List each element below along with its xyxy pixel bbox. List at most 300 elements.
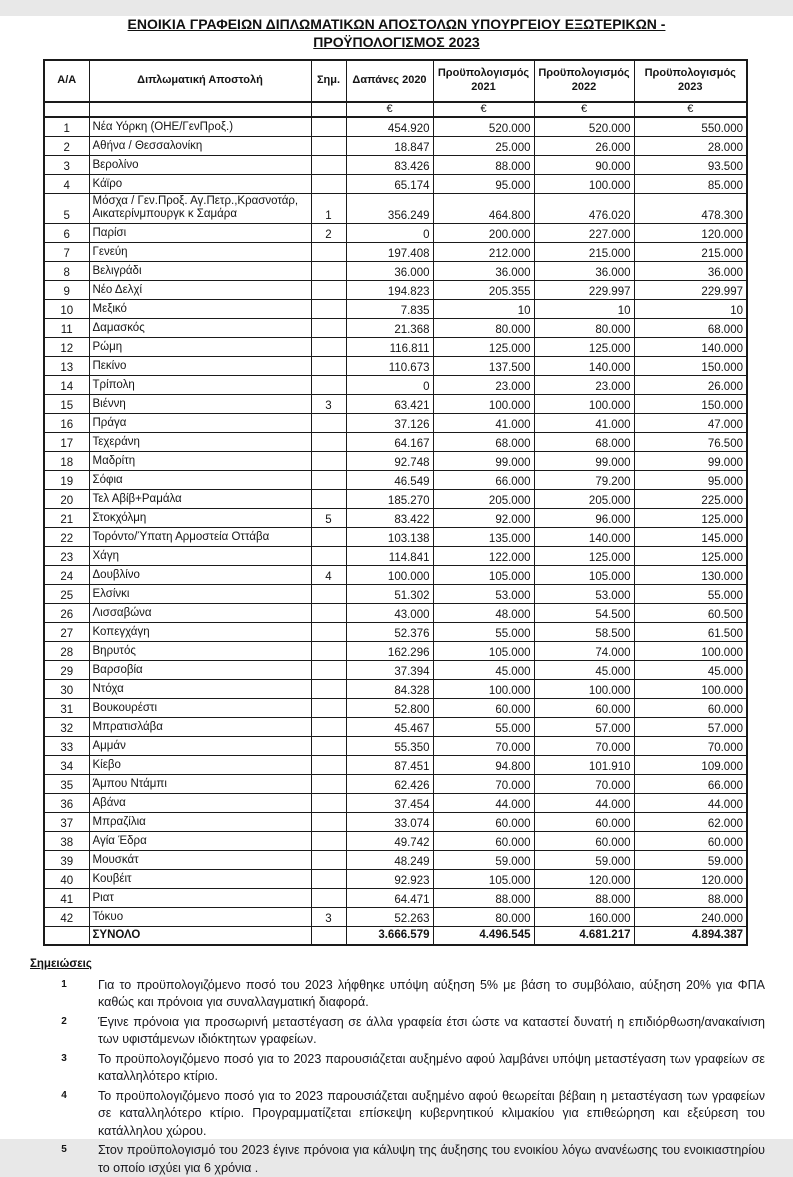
cell-expenses-2020: 103.138 — [346, 527, 433, 546]
cell-expenses-2020: 37.394 — [346, 660, 433, 679]
table-row — [44, 470, 747, 489]
cell-note — [311, 375, 346, 394]
cell-expenses-2020: 52.376 — [346, 622, 433, 641]
table-row — [44, 812, 747, 831]
cell-budget-2022: 60.000 — [534, 698, 634, 717]
cell-budget-2023: 61.500 — [634, 622, 747, 641]
cell-expenses-2020: 46.549 — [346, 470, 433, 489]
footnote-item — [30, 977, 765, 1012]
footnote-number: 2 — [61, 1015, 67, 1027]
cell-aa: 23 — [44, 546, 89, 565]
cell-note — [311, 261, 346, 280]
cell-budget-2021: 122.000 — [433, 546, 534, 565]
cell-budget-2021: 464.800 — [433, 193, 534, 223]
cell-budget-2023: 125.000 — [634, 546, 747, 565]
table-row — [44, 717, 747, 736]
cell-budget-2022: 59.000 — [534, 850, 634, 869]
cell-note — [311, 413, 346, 432]
cell-note: 3 — [311, 907, 346, 926]
cell-budget-2022: 90.000 — [534, 155, 634, 174]
cell-mission: Κουβέιτ — [89, 869, 311, 888]
cell-expenses-2020: 194.823 — [346, 280, 433, 299]
cell-budget-2022: 60.000 — [534, 831, 634, 850]
cell-aa: 2 — [44, 136, 89, 155]
table-row — [44, 223, 747, 242]
cell-budget-2021: 88.000 — [433, 888, 534, 907]
cell-budget-2022: 125.000 — [534, 546, 634, 565]
cell-budget-2022: 227.000 — [534, 223, 634, 242]
cell-expenses-2020: 63.421 — [346, 394, 433, 413]
cell-note: 4 — [311, 565, 346, 584]
cell-note — [311, 470, 346, 489]
cell-mission: Βηρυτός — [89, 641, 311, 660]
cell-aa: 17 — [44, 432, 89, 451]
cell-mission: Βαρσοβία — [89, 660, 311, 679]
cell-budget-2022: 80.000 — [534, 318, 634, 337]
cell-note — [311, 318, 346, 337]
cell-budget-2023: 45.000 — [634, 660, 747, 679]
cell-budget-2023: 95.000 — [634, 470, 747, 489]
cell-budget-2021: 80.000 — [433, 907, 534, 926]
cell-mission: Ντόχα — [89, 679, 311, 698]
cell-budget-2022: 120.000 — [534, 869, 634, 888]
cell-aa: 31 — [44, 698, 89, 717]
table-row — [44, 242, 747, 261]
cell-mission: Ρώμη — [89, 337, 311, 356]
cell-note — [311, 174, 346, 193]
cell-expenses-2020: 185.270 — [346, 489, 433, 508]
cell-expenses-2020: 52.800 — [346, 698, 433, 717]
cell-aa: 4 — [44, 174, 89, 193]
cell-mission: Άμπου Ντάμπι — [89, 774, 311, 793]
cell-aa: 28 — [44, 641, 89, 660]
cell-budget-2023: 229.997 — [634, 280, 747, 299]
cell-mission: Παρίσι — [89, 223, 311, 242]
cell-budget-2023: 120.000 — [634, 223, 747, 242]
cell-aa: 40 — [44, 869, 89, 888]
cell-budget-2022: 57.000 — [534, 717, 634, 736]
cell-budget-2023: 215.000 — [634, 242, 747, 261]
table-row — [44, 508, 747, 527]
table-row — [44, 413, 747, 432]
footnote-text: Έγινε πρόνοια για προσωρινή μεταστέγαση σε άλλα γραφεία έτσι ώστε να καταστεί δυνατή η επιδιόρθωση/ανακαίνιση των υφιστάμενων ιδιόκτητων γραφείων. — [98, 1014, 765, 1047]
cell-expenses-2020: 92.923 — [346, 869, 433, 888]
cell-expenses-2020: 92.748 — [346, 451, 433, 470]
cell-expenses-2020: 356.249 — [346, 193, 433, 223]
cell-mission: Μουσκάτ — [89, 850, 311, 869]
cell-aa: 5 — [44, 193, 89, 223]
page-title — [40, 16, 753, 52]
cell-budget-2023: 225.000 — [634, 489, 747, 508]
table-row — [44, 793, 747, 812]
cell-note — [311, 888, 346, 907]
cell-mission: Βερολίνο — [89, 155, 311, 174]
header-2020: Δαπάνες 2020 — [346, 60, 433, 102]
table-row — [44, 907, 747, 926]
cell-budget-2023: 60.000 — [634, 831, 747, 850]
footnote-number: 4 — [61, 1089, 67, 1101]
cell-budget-2022: 88.000 — [534, 888, 634, 907]
cell-budget-2023: 109.000 — [634, 755, 747, 774]
table-row — [44, 565, 747, 584]
table-row — [44, 774, 747, 793]
cell-budget-2022: 101.910 — [534, 755, 634, 774]
currency-cell — [44, 102, 89, 117]
cell-budget-2022: 45.000 — [534, 660, 634, 679]
cell-budget-2021: 70.000 — [433, 736, 534, 755]
cell-aa: 15 — [44, 394, 89, 413]
cell-expenses-2020: 0 — [346, 375, 433, 394]
cell-budget-2021: 80.000 — [433, 318, 534, 337]
cell-budget-2021: 45.000 — [433, 660, 534, 679]
cell-budget-2023: 93.500 — [634, 155, 747, 174]
cell-budget-2023: 140.000 — [634, 337, 747, 356]
cell-budget-2022: 99.000 — [534, 451, 634, 470]
cell-budget-2021: 66.000 — [433, 470, 534, 489]
footnote-item — [30, 1142, 765, 1177]
cell-budget-2022: 100.000 — [534, 174, 634, 193]
cell-budget-2022: 100.000 — [534, 679, 634, 698]
table-row — [44, 489, 747, 508]
cell-expenses-2020: 21.368 — [346, 318, 433, 337]
cell-budget-2023: 44.000 — [634, 793, 747, 812]
cell-budget-2023: 10 — [634, 299, 747, 318]
cell-budget-2021: 53.000 — [433, 584, 534, 603]
cell-budget-2021: 44.000 — [433, 793, 534, 812]
cell-budget-2022: 140.000 — [534, 356, 634, 375]
cell-expenses-2020: 37.454 — [346, 793, 433, 812]
table-row — [44, 394, 747, 413]
cell-note: 3 — [311, 394, 346, 413]
header-note: Σημ. — [311, 60, 346, 102]
cell-budget-2022: 41.000 — [534, 413, 634, 432]
cell-budget-2021: 10 — [433, 299, 534, 318]
cell-budget-2021: 520.000 — [433, 117, 534, 137]
cell-budget-2022: 53.000 — [534, 584, 634, 603]
cell-mission: Πεκίνο — [89, 356, 311, 375]
cell-budget-2021: 135.000 — [433, 527, 534, 546]
cell-budget-2023: 150.000 — [634, 356, 747, 375]
cell-budget-2021: 41.000 — [433, 413, 534, 432]
cell-budget-2021: 205.000 — [433, 489, 534, 508]
table-row — [44, 755, 747, 774]
table-row — [44, 136, 747, 155]
cell-budget-2021: 88.000 — [433, 155, 534, 174]
notes-list — [30, 977, 765, 1177]
cell-note — [311, 736, 346, 755]
cell-mission: Μπρατισλάβα — [89, 717, 311, 736]
cell-aa: 1 — [44, 117, 89, 137]
cell-note — [311, 489, 346, 508]
table-row — [44, 850, 747, 869]
cell-note — [311, 793, 346, 812]
cell-note — [311, 299, 346, 318]
cell-expenses-2020: 83.422 — [346, 508, 433, 527]
footnote-text: Το προϋπολογιζόμενο ποσό για το 2023 παρουσιάζεται αυξημένο αφού λαμβάνει υπόψη μεταστέγαση των γραφείων σε καταλληλότερο κτίριο. — [98, 1051, 765, 1084]
cell-mission: Τελ Αβίβ+Ραμάλα — [89, 489, 311, 508]
cell-aa: 25 — [44, 584, 89, 603]
cell-note — [311, 641, 346, 660]
cell-aa: 30 — [44, 679, 89, 698]
cell-budget-2022: 205.000 — [534, 489, 634, 508]
cell-budget-2023: 60.500 — [634, 603, 747, 622]
cell-mission: Βιέννη — [89, 394, 311, 413]
cell-budget-2021: 23.000 — [433, 375, 534, 394]
cell-budget-2021: 36.000 — [433, 261, 534, 280]
cell-mission: Μπραζίλια — [89, 812, 311, 831]
cell-aa: 7 — [44, 242, 89, 261]
cell-mission: Νέα Υόρκη (ΟΗΕ/ΓενΠροξ.) — [89, 117, 311, 137]
cell-expenses-2020: 51.302 — [346, 584, 433, 603]
cell-note — [311, 527, 346, 546]
cell-budget-2023: 59.000 — [634, 850, 747, 869]
header-2023: Προϋπολογισμός 2023 — [634, 60, 747, 102]
cell-budget-2021: 125.000 — [433, 337, 534, 356]
table-header-row — [44, 60, 747, 102]
cell-budget-2022: 100.000 — [534, 394, 634, 413]
cell-note: 5 — [311, 508, 346, 527]
cell-budget-2022: 70.000 — [534, 736, 634, 755]
header-aa: Α/Α — [44, 60, 89, 102]
cell-budget-2023: 145.000 — [634, 527, 747, 546]
cell-budget-2021: 48.000 — [433, 603, 534, 622]
footnote-text: Για το προϋπολογιζόμενο ποσό του 2023 λήφθηκε υπόψη αύξηση 5% με βάση το συμβόλαιο, αύξηση 20% για ΦΠΑ καθώς και πρόνοια για συναλλαγματική διαφορά. — [98, 977, 765, 1010]
cell-note — [311, 717, 346, 736]
cell-budget-2022: 160.000 — [534, 907, 634, 926]
table-row — [44, 280, 747, 299]
total-cell-note — [311, 926, 346, 945]
cell-aa: 3 — [44, 155, 89, 174]
cell-mission: Λισσαβώνα — [89, 603, 311, 622]
footnote-text: Το προϋπολογιζόμενο ποσό για το 2023 παρουσιάζεται αυξημένο αφού θεωρείται βέβαιη η μεταστέγαση των γραφείων σε καταλληλότερο κτίριο. Προγραμματίζεται επίσκεψη κυβερνητικού κλιμακίου για επιθεώρηση και εξεύρεση του κατάλληλου χώρου. — [98, 1088, 765, 1138]
page-title-line1: ΕΝΟΙΚΙΑ ΓΡΑΦΕΙΩΝ ΔΙΠΛΩΜΑΤΙΚΩΝ ΑΠΟΣΤΟΛΩΝ ΥΠΟΥΡΓΕΙΟΥ ΕΞΩΤΕΡΙΚΩΝ - — [127, 16, 666, 32]
cell-mission: Ελσίνκι — [89, 584, 311, 603]
cell-expenses-2020: 64.167 — [346, 432, 433, 451]
cell-expenses-2020: 52.263 — [346, 907, 433, 926]
cell-budget-2021: 60.000 — [433, 812, 534, 831]
cell-budget-2022: 36.000 — [534, 261, 634, 280]
table-row — [44, 375, 747, 394]
cell-mission: Στοκχόλμη — [89, 508, 311, 527]
cell-budget-2021: 99.000 — [433, 451, 534, 470]
cell-expenses-2020: 454.920 — [346, 117, 433, 137]
currency-cell: € — [634, 102, 747, 117]
cell-budget-2023: 60.000 — [634, 698, 747, 717]
cell-expenses-2020: 114.841 — [346, 546, 433, 565]
cell-expenses-2020: 62.426 — [346, 774, 433, 793]
cell-budget-2023: 99.000 — [634, 451, 747, 470]
table-row — [44, 356, 747, 375]
cell-budget-2022: 229.997 — [534, 280, 634, 299]
cell-budget-2023: 100.000 — [634, 679, 747, 698]
notes-section — [30, 958, 765, 1177]
cell-expenses-2020: 64.471 — [346, 888, 433, 907]
cell-budget-2023: 550.000 — [634, 117, 747, 137]
cell-aa: 34 — [44, 755, 89, 774]
cell-budget-2023: 70.000 — [634, 736, 747, 755]
cell-expenses-2020: 37.126 — [346, 413, 433, 432]
table-row — [44, 299, 747, 318]
footnote-item — [30, 1088, 765, 1141]
cell-budget-2022: 10 — [534, 299, 634, 318]
cell-aa: 12 — [44, 337, 89, 356]
cell-budget-2022: 215.000 — [534, 242, 634, 261]
cell-note — [311, 679, 346, 698]
cell-note — [311, 136, 346, 155]
cell-note — [311, 831, 346, 850]
footnote-item — [30, 1051, 765, 1086]
cell-budget-2022: 140.000 — [534, 527, 634, 546]
cell-note — [311, 117, 346, 137]
cell-mission: Κίεβο — [89, 755, 311, 774]
table-row — [44, 603, 747, 622]
total-2022: 4.681.217 — [534, 926, 634, 945]
cell-expenses-2020: 100.000 — [346, 565, 433, 584]
cell-note — [311, 850, 346, 869]
cell-aa: 26 — [44, 603, 89, 622]
total-row — [44, 926, 747, 945]
cell-expenses-2020: 87.451 — [346, 755, 433, 774]
cell-aa: 22 — [44, 527, 89, 546]
cell-budget-2021: 100.000 — [433, 394, 534, 413]
footnote-number: 1 — [61, 978, 67, 990]
cell-aa: 10 — [44, 299, 89, 318]
cell-mission: Βελιγράδι — [89, 261, 311, 280]
header-mission: Διπλωματική Αποστολή — [89, 60, 311, 102]
total-2020: 3.666.579 — [346, 926, 433, 945]
cell-mission: Πράγα — [89, 413, 311, 432]
cell-budget-2021: 95.000 — [433, 174, 534, 193]
cell-note: 2 — [311, 223, 346, 242]
cell-expenses-2020: 65.174 — [346, 174, 433, 193]
table-row — [44, 679, 747, 698]
table-row — [44, 698, 747, 717]
cell-expenses-2020: 43.000 — [346, 603, 433, 622]
cell-aa: 9 — [44, 280, 89, 299]
table-row — [44, 622, 747, 641]
cell-mission: Βουκουρέστι — [89, 698, 311, 717]
cell-budget-2021: 205.355 — [433, 280, 534, 299]
cell-mission: Μεξικό — [89, 299, 311, 318]
cell-mission: Μαδρίτη — [89, 451, 311, 470]
header-2021: Προϋπολογισμός 2021 — [433, 60, 534, 102]
cell-budget-2023: 28.000 — [634, 136, 747, 155]
cell-mission: Σόφια — [89, 470, 311, 489]
budget-table — [43, 59, 748, 946]
cell-note — [311, 432, 346, 451]
table-row — [44, 869, 747, 888]
cell-budget-2022: 23.000 — [534, 375, 634, 394]
footnote-text: Στον προϋπολογισμό του 2023 έγινε πρόνοια για κάλυψη της άυξησης του ενοικίου λόγω ανανέωσης του ενοικιαστηρίου το οποίο ισχύει για 6 χρόνια . — [98, 1143, 765, 1175]
cell-note — [311, 698, 346, 717]
table-row — [44, 831, 747, 850]
table-body — [44, 117, 747, 927]
table-row — [44, 527, 747, 546]
cell-note — [311, 660, 346, 679]
cell-budget-2023: 100.000 — [634, 641, 747, 660]
notes-heading: Σημειώσεις — [30, 957, 92, 970]
cell-aa: 18 — [44, 451, 89, 470]
cell-budget-2023: 85.000 — [634, 174, 747, 193]
cell-budget-2023: 47.000 — [634, 413, 747, 432]
cell-note — [311, 337, 346, 356]
cell-budget-2022: 70.000 — [534, 774, 634, 793]
table-row — [44, 155, 747, 174]
cell-mission: Γενεύη — [89, 242, 311, 261]
cell-aa: 21 — [44, 508, 89, 527]
cell-budget-2022: 105.000 — [534, 565, 634, 584]
cell-budget-2023: 62.000 — [634, 812, 747, 831]
cell-budget-2021: 105.000 — [433, 641, 534, 660]
cell-budget-2023: 125.000 — [634, 508, 747, 527]
cell-mission: Χάγη — [89, 546, 311, 565]
cell-aa: 35 — [44, 774, 89, 793]
cell-budget-2022: 96.000 — [534, 508, 634, 527]
cell-budget-2021: 70.000 — [433, 774, 534, 793]
cell-budget-2022: 79.200 — [534, 470, 634, 489]
cell-budget-2022: 44.000 — [534, 793, 634, 812]
cell-mission: Αθήνα / Θεσσαλονίκη — [89, 136, 311, 155]
cell-aa: 29 — [44, 660, 89, 679]
cell-aa: 19 — [44, 470, 89, 489]
cell-aa: 33 — [44, 736, 89, 755]
cell-expenses-2020: 7.835 — [346, 299, 433, 318]
cell-mission: Ριατ — [89, 888, 311, 907]
cell-mission: Μόσχα / Γεν.Προξ. Αγ.Πετρ.,Κρασνοτάρ, Αικατερίνμπουργκ κ Σαμάρα — [89, 193, 311, 223]
cell-aa: 41 — [44, 888, 89, 907]
cell-budget-2021: 92.000 — [433, 508, 534, 527]
cell-budget-2021: 55.000 — [433, 717, 534, 736]
cell-note — [311, 622, 346, 641]
cell-mission: Δουβλίνο — [89, 565, 311, 584]
cell-budget-2022: 520.000 — [534, 117, 634, 137]
cell-budget-2021: 25.000 — [433, 136, 534, 155]
cell-note — [311, 812, 346, 831]
cell-budget-2021: 105.000 — [433, 869, 534, 888]
cell-budget-2023: 57.000 — [634, 717, 747, 736]
cell-budget-2023: 36.000 — [634, 261, 747, 280]
cell-mission: Τεχεράνη — [89, 432, 311, 451]
cell-budget-2023: 150.000 — [634, 394, 747, 413]
cell-expenses-2020: 0 — [346, 223, 433, 242]
cell-note — [311, 451, 346, 470]
cell-budget-2021: 212.000 — [433, 242, 534, 261]
footnote-number: 3 — [61, 1052, 67, 1064]
document-page — [0, 16, 793, 1175]
cell-note — [311, 155, 346, 174]
cell-budget-2023: 55.000 — [634, 584, 747, 603]
currency-cell — [311, 102, 346, 117]
cell-budget-2023: 76.500 — [634, 432, 747, 451]
cell-expenses-2020: 18.847 — [346, 136, 433, 155]
cell-budget-2021: 68.000 — [433, 432, 534, 451]
table-row — [44, 546, 747, 565]
cell-aa: 13 — [44, 356, 89, 375]
table-row — [44, 432, 747, 451]
cell-expenses-2020: 49.742 — [346, 831, 433, 850]
cell-aa: 32 — [44, 717, 89, 736]
cell-budget-2022: 68.000 — [534, 432, 634, 451]
cell-budget-2022: 54.500 — [534, 603, 634, 622]
table-row — [44, 584, 747, 603]
cell-expenses-2020: 48.249 — [346, 850, 433, 869]
cell-note — [311, 242, 346, 261]
cell-mission: Τόκυο — [89, 907, 311, 926]
table-row — [44, 174, 747, 193]
cell-expenses-2020: 33.074 — [346, 812, 433, 831]
footnote-item — [30, 1014, 765, 1049]
currency-cell: € — [534, 102, 634, 117]
